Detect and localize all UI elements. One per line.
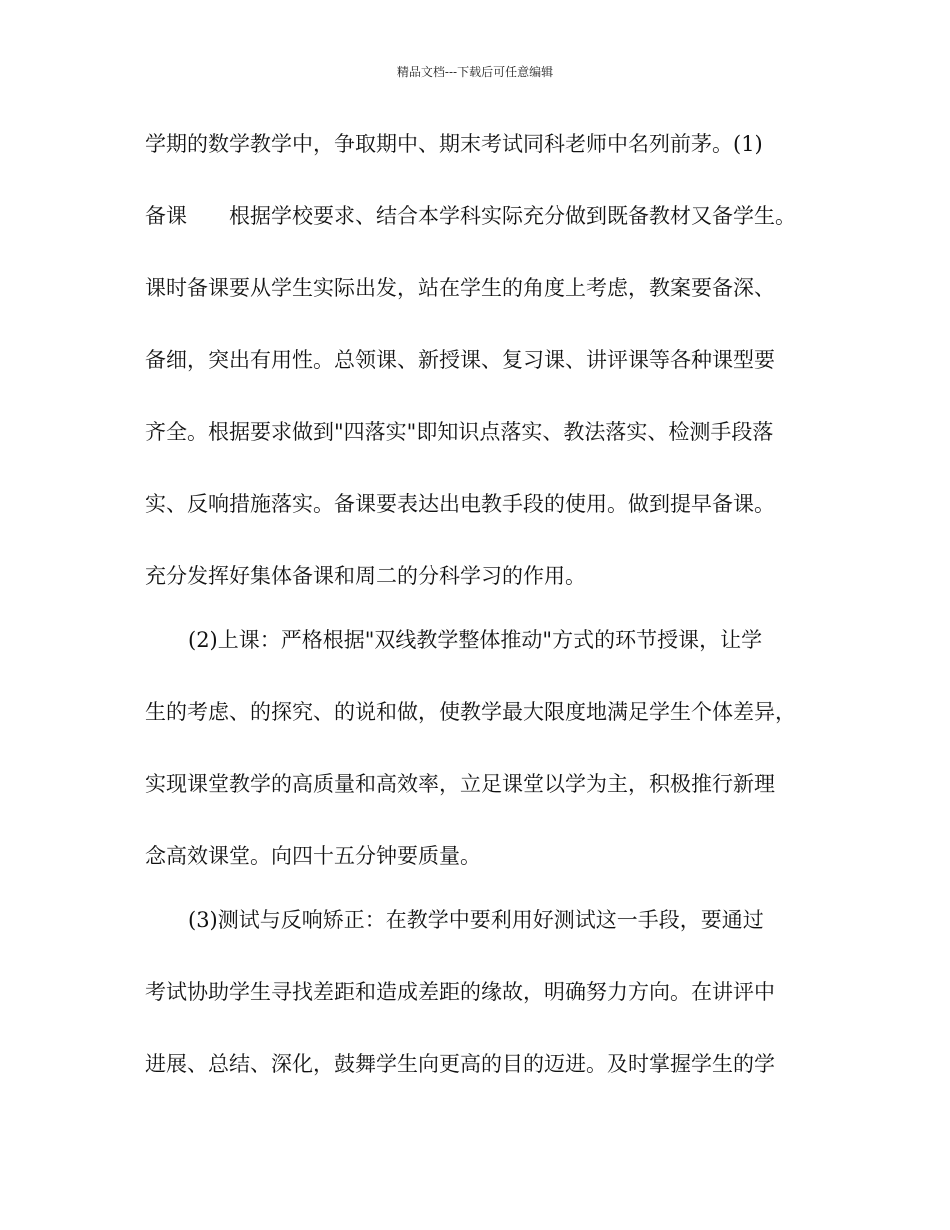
text-line-13: 考试协助学生寻找差距和造成差距的缘故，明确努力方向。在讲评中 <box>145 980 775 1004</box>
text-line-6: 实、反响措施落实。备课要表达出电教手段的使用。做到提早备课。 <box>145 492 775 516</box>
text-line-1: 学期的数学教学中，争取期中、期末考试同科老师中名列前茅。(1) <box>145 132 763 156</box>
text-line-9: 生的考虑、的探究、的说和做，使教学最大限度地满足学生个体差异， <box>145 700 796 724</box>
paragraph-3-first-line: (3)测试与反响矫正：在教学中要利用好测试这一手段，要通过 <box>188 908 764 932</box>
text-line-3: 课时备课要从学生实际出发，站在学生的角度上考虑，教案要备深、 <box>145 276 775 300</box>
text-line-4: 备细，突出有用性。总领课、新授课、复习课、讲评课等各种课型要 <box>145 348 775 372</box>
text-line-7: 充分发挥好集体备课和周二的分科学习的作用。 <box>145 564 586 588</box>
text-line-2: 备课 根据学校要求、结合本学科实际充分做到既备教材又备学生。 <box>145 204 796 228</box>
text-line-14: 进展、总结、深化，鼓舞学生向更高的目的迈进。及时掌握学生的学 <box>145 1052 775 1076</box>
text-line-5: 齐全。根据要求做到"四落实"即知识点落实、教法落实、检测手段落 <box>145 420 774 444</box>
page-header: 精品文档---下载后可任意编辑 <box>396 65 554 79</box>
text-line-11: 念高效课堂。向四十五分钟要质量。 <box>145 844 481 868</box>
paragraph-2-first-line: (2)上课：严格根据"双线教学整体推动"方式的环节授课，让学 <box>188 628 763 652</box>
text-line-10: 实现课堂教学的高质量和高效率，立足课堂以学为主，积极推行新理 <box>145 772 775 796</box>
